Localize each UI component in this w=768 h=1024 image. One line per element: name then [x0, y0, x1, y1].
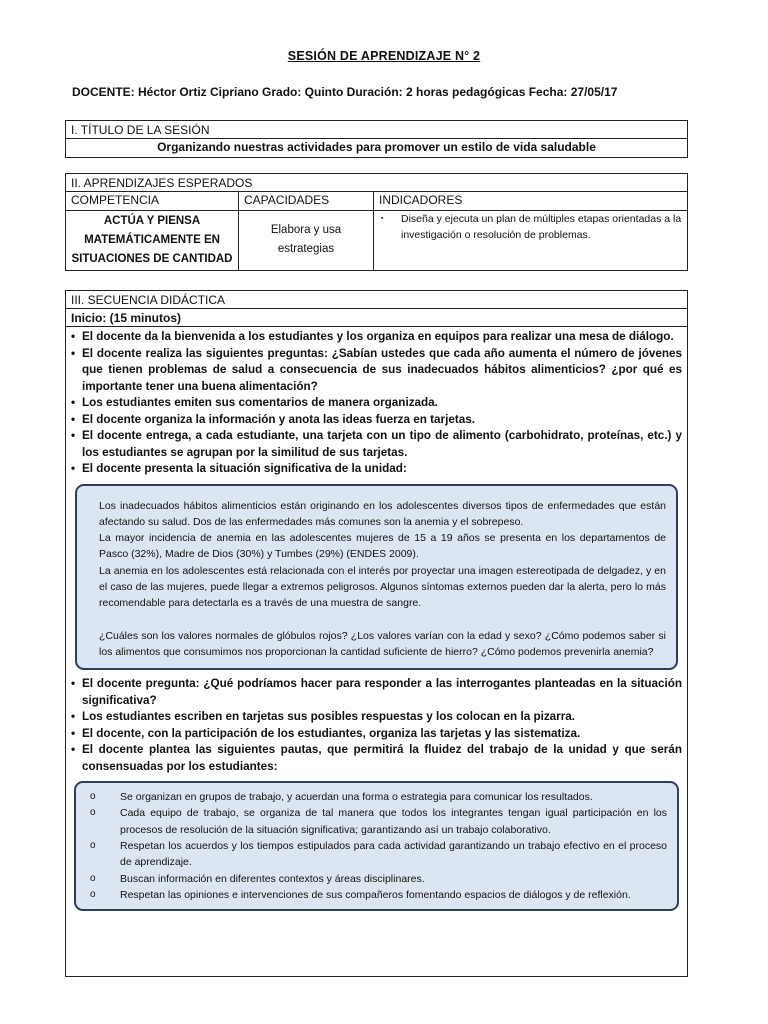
bullet-item [71, 726, 682, 743]
inicio-label: Inicio: (15 minutos) [66, 309, 687, 327]
aprendizajes-table [66, 192, 687, 270]
bullet-icon: • [71, 330, 76, 343]
bullet-icon: • [71, 462, 76, 475]
bullet-text: El docente realiza las siguientes preguntas: ¿Sabían ustedes que cada año aumenta el número de jóvenes que tienen problemas de salud a consecuencia de sus inadecuados hábitos alimenticios? ¿por qué es importante tener una buena alimentación? [82, 346, 682, 393]
section-aprendizajes [65, 173, 688, 271]
bullet-text: El docente da la bienvenida a los estudiantes y los organiza en equipos para realizar una mesa de diálogo. [82, 330, 674, 343]
pauta-text: Buscan información en diferentes contextos y áreas disciplinares. [120, 872, 425, 885]
bullet-text: El docente organiza la información y anota las ideas fuerza en tarjetas. [82, 412, 475, 426]
actividades-list-a [71, 329, 682, 478]
situacion-significativa-panel [75, 484, 678, 671]
session-topic: Organizando nuestras actividades para promover un estilo de vida saludable [157, 140, 596, 154]
bullet-item [71, 461, 682, 478]
bullet-text: El docente presenta la situación significativa de la unidad: [82, 462, 407, 475]
pauta-item [90, 887, 667, 903]
section-aprendizajes-header: II. APRENDIZAJES ESPERADOS [66, 174, 687, 192]
capacidad-cell: Elabora y usa estrategias [239, 210, 374, 270]
situacion-paragraph: La anemia en los adolescentes está relacionada con el interés por proyectar una imagen estereotipada de delgadez, y en el caso de las mujeres, puede llegar a extremos peligrosos. Algunos síntomas externos pueden dar la alerta, pero lo más recomendable para detectarla es a través de una muestra de sangre. [99, 564, 666, 610]
indicador-cell [374, 210, 688, 270]
bullet-item [71, 412, 682, 429]
pauta-item [90, 871, 667, 887]
bullet-text: El docente entrega, a cada estudiante, una tarjeta con un tipo de alimento (carbohidrato, proteínas, etc.) y los estudiantes se agrupan por la similitud de sus tarjetas. [82, 429, 682, 459]
situacion-paragraph: Los inadecuados hábitos alimenticios están originando en los adolescentes diversos tipos de enfermedades que están afectando su salud. Dos de las enfermedades más comunes son la anemia y el sobrepeso. [99, 499, 666, 528]
pauta-item [90, 838, 667, 871]
col-capacidades: CAPACIDADES [239, 192, 374, 210]
indicador-text: Diseña y ejecuta un plan de múltiples etapas orientadas a la investigación o resolución de problemas. [401, 212, 682, 241]
circle-bullet-icon: o [90, 791, 96, 803]
pauta-item [90, 805, 667, 838]
docente-line: DOCENTE: Héctor Ortiz Cipriano Grado: Quinto Duración: 2 horas pedagógicas Fecha: 27/05/17 [72, 85, 618, 99]
session-title: SESIÓN DE APRENDIZAJE N° 2 [287, 49, 481, 63]
bullet-item [71, 428, 682, 461]
bullet-item [71, 676, 682, 709]
bullet-icon: • [71, 710, 76, 724]
bullet-icon: • [71, 429, 76, 442]
bullet-item [71, 346, 682, 396]
situacion-preguntas: ¿Cuáles son los valores normales de glóbulos rojos? ¿Los valores varían con la edad y sexo? ¿Cómo podemos saber si los alimentos que consumimos nos proporcionan la cantidad suficiente de hierro? ¿Cómo podemos prevenirla anemia? [99, 629, 666, 658]
bullet-item [71, 329, 682, 346]
bullet-icon: • [71, 677, 76, 691]
pauta-item [90, 789, 667, 805]
col-indicadores: INDICADORES [374, 192, 688, 210]
actividades-list-b [71, 676, 682, 775]
bullet-item [71, 742, 682, 775]
secuencia-body [66, 327, 687, 921]
circle-bullet-icon: o [90, 840, 96, 852]
pauta-text: Cada equipo de trabajo, se organiza de tal manera que todos los integrantes tengan igual participación en los procesos de resolución de la situación significativa; garantizando así un trabajo colaborativo. [120, 807, 667, 836]
bullet-text: Los estudiantes escriben en tarjetas sus posibles respuestas y los colocan en la pizarra. [82, 710, 576, 724]
col-competencia: COMPETENCIA [66, 192, 239, 210]
bullet-icon: • [71, 743, 76, 757]
pauta-text: Respetan los acuerdos y los tiempos estipulados para cada actividad garantizando un trabajo efectivo en el proceso de aprendizaje. [120, 840, 667, 869]
bullet-icon: • [71, 412, 76, 426]
bullet-text: Los estudiantes emiten sus comentarios de manera organizada. [82, 396, 438, 409]
bullet-icon: • [71, 396, 76, 409]
pauta-text: Se organizan en grupos de trabajo, y acuerdan una forma o estrategia para comunicar los resultados. [120, 791, 593, 804]
circle-bullet-icon: o [90, 807, 96, 819]
circle-bullet-icon: o [90, 888, 96, 900]
bullet-text: El docente pregunta: ¿Qué podríamos hacer para responder a las interrogantes planteadas en la situación significativa? [82, 677, 682, 707]
bullet-icon: • [71, 346, 76, 360]
circle-bullet-icon: o [90, 872, 96, 884]
section-titulo [65, 120, 688, 158]
square-bullet-icon: ▪ [381, 214, 384, 222]
situacion-paragraph: La mayor incidencia de anemia en las adolescentes mujeres de 15 a 19 años se presenta en los departamentos de Pasco (32%), Madre de Dios (30%) y Tumbes (29%) (ENDES 2009). [99, 532, 666, 561]
bullet-icon: • [71, 726, 76, 740]
bullet-text: El docente, con la participación de los estudiantes, organiza las tarjetas y las sistematiza. [82, 726, 581, 740]
pautas-panel [74, 781, 679, 911]
section-secuencia-header: III. SECUENCIA DIDÁCTICA [66, 291, 687, 309]
section-titulo-header: I. TÍTULO DE LA SESIÓN [66, 121, 687, 139]
pauta-text: Respetan las opiniones e intervenciones de sus compañeros fomentando espacios de diálogos y de reflexión. [120, 888, 631, 901]
indicador-item [379, 211, 682, 243]
bullet-text: El docente plantea las siguientes pautas, que permitirá la fluidez del trabajo de la unidad y que serán consensuadas por los estudiantes: [82, 743, 682, 773]
bullet-item [71, 395, 682, 412]
bullet-item [71, 709, 682, 726]
competencia-cell: ACTÚA Y PIENSA MATEMÁTICAMENTE EN SITUACIONES DE CANTIDAD [66, 210, 239, 270]
section-secuencia [65, 290, 688, 977]
